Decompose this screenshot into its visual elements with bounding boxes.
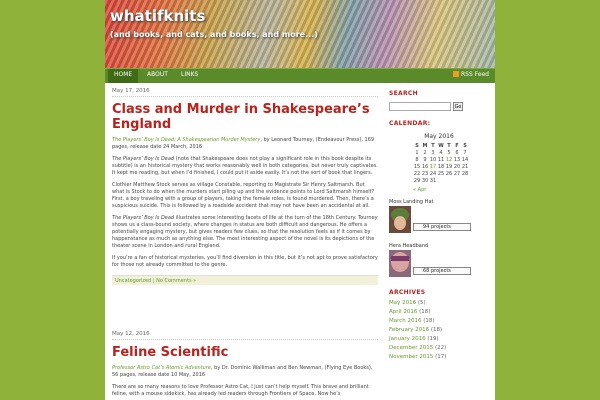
calendar-day: 21	[461, 163, 469, 170]
calendar-day: 1	[415, 149, 419, 156]
wip-widget-2	[389, 243, 489, 281]
post-paragraph	[112, 137, 378, 151]
archive-count: (22)	[435, 345, 447, 351]
nav-about[interactable]: ABOUT	[147, 71, 168, 78]
calendar-day: 14	[461, 156, 469, 163]
calendar-day: 8	[415, 156, 419, 163]
calendar-day-header: W	[438, 142, 444, 149]
calendar-day	[461, 177, 469, 184]
search-go-button[interactable]: Go	[454, 103, 462, 110]
calendar-day: 22	[413, 170, 421, 177]
search-form	[389, 102, 489, 111]
archive-item[interactable]	[389, 299, 489, 308]
calendar-day: 7	[463, 149, 467, 156]
calendar-day	[437, 177, 445, 184]
calendar-day-header: S	[415, 142, 419, 149]
calendar-day: 3	[431, 149, 435, 156]
archives-list	[389, 299, 489, 362]
archive-item[interactable]	[389, 344, 489, 353]
post-title[interactable]: Class and Murder in Shakespeare’s England	[112, 102, 370, 132]
calendar-heading: CALENDAR:	[389, 120, 431, 127]
calendar-day: 29	[413, 177, 421, 184]
archive-count: (5)	[417, 300, 426, 306]
archive-link[interactable]: February 2016	[389, 327, 430, 333]
archive-link[interactable]: January 2016	[389, 336, 426, 342]
nav-home[interactable]: HOME	[108, 69, 138, 83]
calendar-day[interactable]: 12	[445, 156, 453, 163]
calendar-day: 2	[423, 149, 427, 156]
nav-links[interactable]: LINKS	[181, 71, 199, 78]
calendar-day-header: F	[455, 142, 459, 149]
calendar-day: 25	[437, 170, 445, 177]
wip-widget-1	[389, 199, 489, 237]
calendar-day: 4	[439, 149, 443, 156]
page-wrapper	[105, 0, 495, 400]
post-1	[112, 88, 378, 285]
search-heading: SEARCH	[389, 90, 418, 97]
wip-name[interactable]: Hera Headband	[389, 243, 429, 249]
archive-item[interactable]	[389, 353, 489, 362]
calendar-day	[445, 177, 453, 184]
calendar-day: 19	[445, 163, 453, 170]
site-header	[105, 0, 495, 68]
archive-link[interactable]: May 2016	[389, 300, 417, 306]
post-paragraph: Clothier Matthew Stock serves as village Constable, reporting to Magistrate Sir Henry Saltmarsh. But what is Stock to do when the murders start piling up and the evidence points to Lord Saltmarsh himself? First, a boy traveling with a group of players, taking the female roles, is found murdered. Then, there’s a suspicious suicide. This is followed by a roadside accident that may not have been an accidental at all.	[112, 182, 375, 209]
calendar-day: 26	[445, 170, 453, 177]
search-input[interactable]	[389, 102, 451, 111]
calendar-day: 24	[429, 170, 437, 177]
post-date: May 17, 2016	[112, 88, 378, 97]
site-tagline: (and books, and cats, and books, and more...)	[110, 30, 318, 39]
rss-label: RSS Feed	[460, 71, 489, 78]
calendar-prev-link[interactable]: « Apr	[413, 187, 427, 193]
site-title[interactable]: whatifknits	[110, 7, 206, 25]
post-meta[interactable]: Uncategorized | No Comments »	[112, 275, 378, 285]
calendar-caption: May 2016	[424, 133, 454, 140]
archive-link[interactable]: November 2015	[389, 354, 434, 360]
book-link[interactable]: Professor Astro Cat’s Atomic Adventure	[112, 365, 211, 371]
calendar-day: 6	[455, 149, 459, 156]
archive-count: (17)	[435, 354, 447, 360]
book-title-em: The Players’ Boy Is Dead	[112, 215, 175, 221]
moss-landing-hat-photo[interactable]	[389, 206, 411, 233]
hera-headband-photo[interactable]	[389, 250, 411, 277]
calendar-day: 28	[461, 170, 469, 177]
archive-item[interactable]	[389, 326, 489, 335]
calendar-day	[453, 177, 461, 184]
archive-item[interactable]	[389, 317, 489, 326]
calendar-day: 27	[453, 170, 461, 177]
calendar-day: 5	[447, 149, 451, 156]
book-title-em: The Players’ Boy Is Dead	[112, 156, 175, 162]
archives-heading: ARCHIVES	[389, 289, 426, 296]
archive-link[interactable]: April 2016	[389, 309, 418, 315]
calendar-day: 31	[429, 177, 437, 184]
rss-feed-link[interactable]	[453, 71, 489, 78]
book-details: , by Dr. Dominic Walliman and Ben Newman, (Flying Eye Books), 56 pages, release date 10 May, 2016	[112, 365, 373, 378]
wip-projects-button[interactable]: 68 projects	[413, 267, 471, 275]
post-2	[112, 331, 378, 398]
book-details: , by Leonard Tourney, (Endeavour Press), 169 pages, release date 24 March, 2016	[112, 137, 375, 150]
archive-link[interactable]: March 2016	[389, 318, 422, 324]
archive-link[interactable]: December 2015	[389, 345, 434, 351]
archive-item[interactable]	[389, 335, 489, 344]
post-paragraph	[112, 156, 378, 177]
archive-count: (18)	[423, 318, 435, 324]
calendar-day: 13	[453, 156, 461, 163]
post-paragraph	[112, 365, 378, 379]
calendar-day-header: S	[463, 142, 467, 149]
calendar-day: 20	[453, 163, 461, 170]
nav-bar	[105, 68, 495, 83]
paragraph-text: illustrates some interesting facets of life at the turn of the 18th Century. Tourney shows us a class-bound society, where changes in status are both difficult and dangerous. He offers a potentially engaging mystery, but gives readers few clues, so that the resolution feels as if it comes by happenstance as much as anything else. The most interesting aspect of the novel is its depictions of the theater scene in London and rural England.	[112, 215, 378, 249]
calendar-day: 11	[437, 156, 445, 163]
calendar-day: 9	[423, 156, 427, 163]
archive-item[interactable]	[389, 308, 489, 317]
calendar-day-header: M	[422, 142, 428, 149]
post-body	[112, 365, 378, 398]
calendar-day: 16	[421, 163, 429, 170]
calendar-day: 10	[429, 156, 437, 163]
post-body	[112, 137, 378, 269]
sidebar	[389, 90, 489, 362]
archive-count: (18)	[419, 309, 431, 315]
calendar-day: 18	[437, 163, 445, 170]
post-paragraph: There are so many reasons to love Professor Astro Cat, I just can’t help myself. This brave and brilliant feline, with a mouse sidekick, has already led readers through Frontiers of Space. Now he’s	[112, 384, 369, 397]
post-paragraph	[112, 215, 378, 250]
calendar-day-header: T	[447, 142, 451, 149]
wip-projects-button[interactable]: 94 projects	[413, 223, 471, 231]
post-paragraph: If you’re a fan of historical mysteries, you’ll find diversion in this title, but it’s not apt to prove satisfactory for those not already committed to the genre.	[112, 255, 378, 268]
calendar-table	[413, 142, 469, 184]
calendar-day: 30	[421, 177, 429, 184]
archive-count: (18)	[430, 327, 443, 333]
calendar-day: 15	[413, 163, 421, 170]
book-link[interactable]: The Players’ Boy Is Dead: A Shakespearian Murder Mystery	[112, 137, 261, 143]
paragraph-text: (note that Shakespeare does not play a significant role in this book despite its subtitle) is an historical mystery that works reasonably well in both categories, but never truly captivates. It kept me reading, but when I’d finished, I could put it aside easily. It’s not the sort of book that lingers.	[112, 156, 378, 176]
post-title[interactable]: Feline Scientific	[112, 345, 229, 360]
wip-name[interactable]: Moss Landing Hat	[389, 199, 434, 205]
calendar-day: 23	[421, 170, 429, 177]
calendar-day-header: T	[431, 142, 435, 149]
rss-icon	[453, 71, 459, 77]
post-date: May 12, 2016	[112, 331, 378, 340]
archive-count: (19)	[427, 336, 439, 342]
calendar-day[interactable]: 17	[429, 163, 437, 170]
